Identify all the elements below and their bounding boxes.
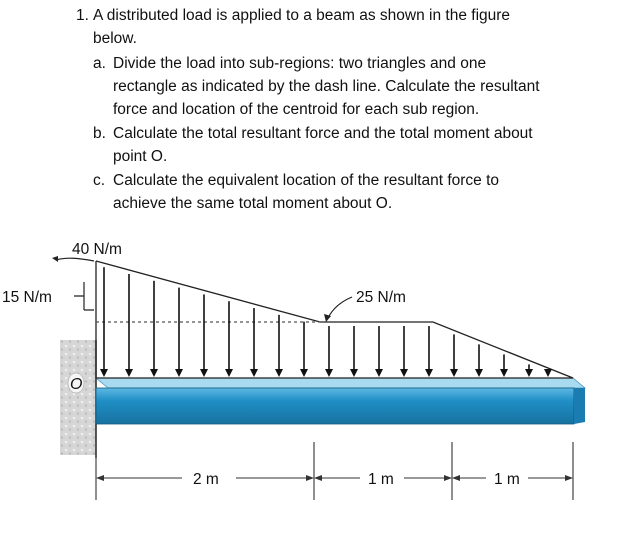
part-c-label: c. [93, 172, 106, 189]
load-arrow-head-1 [100, 369, 108, 377]
part-c-line-2: achieve the same total moment about O. [113, 195, 393, 212]
load-arrow-head-7 [250, 369, 258, 377]
intro-line-2: below. [93, 30, 137, 47]
max-load-label: 40 N/m [72, 241, 122, 258]
load-arrow-head-18 [525, 369, 533, 377]
dimension-label-2m: 2 m [193, 471, 219, 488]
load-arrow-head-4 [175, 369, 183, 377]
point-o-label: O [70, 376, 83, 393]
load-arrow-head-16 [475, 369, 483, 377]
load-arrow-head-11 [350, 369, 358, 377]
load-arrow-head-13 [400, 369, 408, 377]
intro-line-1: A distributed load is applied to a beam as shown in the figure [93, 7, 511, 24]
part-b-line-1: Calculate the total resultant force and the total moment about [113, 125, 533, 142]
load-arrow-head-9 [300, 369, 308, 377]
load-profile [96, 261, 573, 378]
part-c-line-1: Calculate the equivalent location of the resultant force to [113, 172, 500, 189]
load-arrow-head-10 [325, 369, 333, 377]
problem-number: 1. [76, 7, 89, 24]
load-arrow-head-12 [375, 369, 383, 377]
load-arrow-head-19 [544, 369, 552, 377]
dimension-label-1m-a: 1 m [368, 471, 394, 488]
beam-top-face [96, 378, 585, 388]
part-b-line-2: point O. [113, 148, 168, 165]
load-arrow-head-3 [150, 369, 158, 377]
part-a-label: a. [93, 55, 106, 72]
wall-support [60, 340, 96, 455]
mid-load-leader [328, 297, 352, 318]
part-a-line-3: force and location of the centroid for each sub region. [113, 101, 480, 118]
max-load-leader [56, 258, 94, 261]
load-arrow-head-6 [225, 369, 233, 377]
beam-end-face [574, 388, 585, 424]
part-a-line-1: Divide the load into sub-regions: two triangles and one [113, 55, 487, 72]
max-load-leader-tip [52, 256, 58, 262]
load-arrow-head-5 [200, 369, 208, 377]
beam [96, 388, 574, 424]
load-arrow-head-17 [500, 369, 508, 377]
part-b-label: b. [93, 125, 106, 142]
mid-load-label: 25 N/m [356, 289, 406, 306]
left-load-label: 15 N/m [2, 289, 52, 306]
load-arrow-head-2 [125, 369, 133, 377]
load-arrow-head-8 [275, 369, 283, 377]
left-load-bracket [74, 282, 94, 310]
load-arrow-head-15 [450, 369, 458, 377]
dimension-label-1m-b: 1 m [494, 471, 520, 488]
load-arrow-head-14 [425, 369, 433, 377]
part-a-line-2: rectangle as indicated by the dash line. Calculate the resultant [113, 78, 540, 95]
